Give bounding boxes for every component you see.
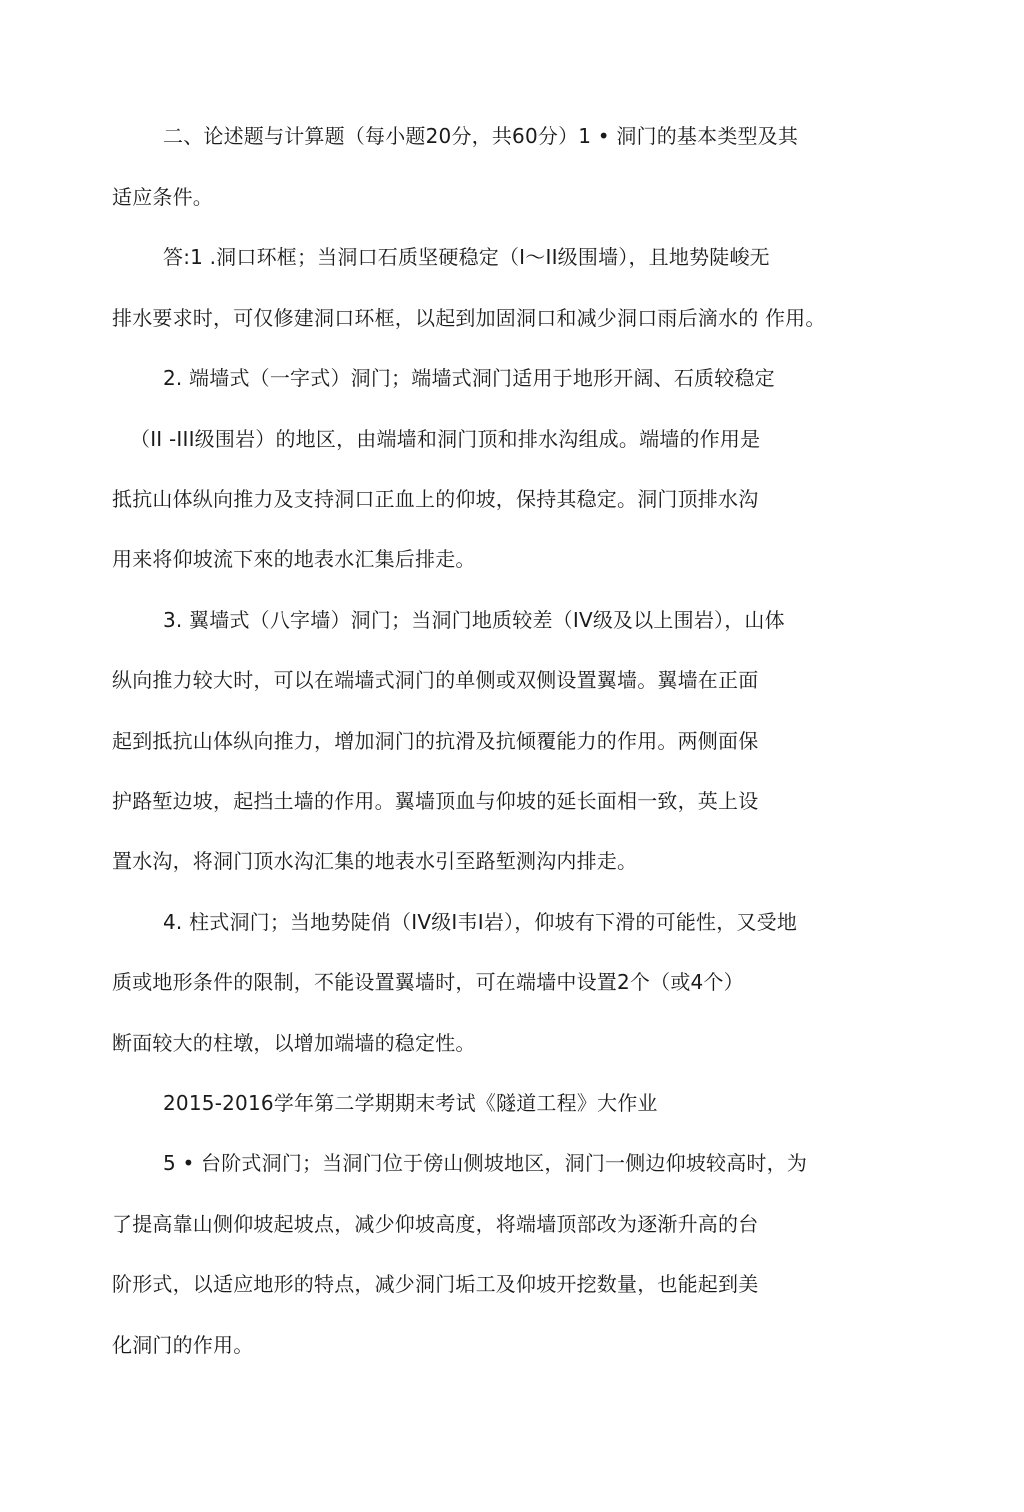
text-line: 护路堑边坡，起挡土墙的作用。翼墙顶血与仰坡的延长面相一致，英上设 [112,789,759,813]
text-line: 用来将仰坡流下來的地表水汇集后排走。 [112,547,476,571]
text-line: 4. 柱式洞门；当地势陡俏（IV级I韦I岩），仰坡有下滑的可能性，又受地 [163,910,798,934]
text-line: 起到抵抗山体纵向推力，增加洞门的抗滑及抗倾覆能力的作用。两侧面保 [112,729,759,753]
text-line: 5 • 台阶式洞门；当洞门位于傍山侧坡地区，洞门一侧边仰坡较高时，为 [163,1151,808,1175]
text-line: 纵向推力较大时，可以在端墙式洞门的单侧或双侧设置翼墙。翼墙在正面 [112,668,759,692]
text-line: 适应条件。 [112,185,213,209]
text-line: 答:1 .洞口环框；当洞口石质坚硬稳定（I～II级围墙），且地势陡峻无 [163,245,770,269]
text-line: 二、论述题与计算题（每小题20分，共60分）1 • 洞门的基本类型及其 [163,124,799,148]
text-line: 排水要求时，可仅修建洞口环框，以起到加固洞口和减少洞口雨后滴水的 作用。 [112,306,826,330]
text-line: 2. 端墙式（一字式）洞门；端墙式洞门适用于地形开阔、石质较稳定 [163,366,775,390]
text-line: 2015-2016学年第二学期期末考试《隧道工程》大作业 [163,1091,658,1115]
text-line: 化洞门的作用。 [112,1333,254,1357]
text-line: 抵抗山体纵向推力及支持洞口正血上的仰坡，保持其稳定。洞门顶排水沟 [112,487,759,511]
text-line: 3. 翼墙式（八字墙）洞门；当洞门地质较差（IV级及以上围岩），山体 [163,608,785,632]
text-line: 置水沟，将洞门顶水沟汇集的地表水引至路堑测沟内排走。 [112,849,638,873]
text-line: 阶形式，以适应地形的特点，减少洞门垢工及仰坡开挖数量，也能起到美 [112,1272,759,1296]
text-line: 断面较大的柱墩，以增加端墙的稳定性。 [112,1031,476,1055]
text-line: 了提高靠山侧仰坡起坡点，减少仰坡高度，将端墙顶部改为逐渐升高的台 [112,1212,759,1236]
text-line: （II -III级围岩）的地区，由端墙和洞门顶和排水沟组成。端墙的作用是 [130,427,761,451]
text-line: 质或地形条件的限制，不能设置翼墙时，可在端墙中设置2个（或4个） [112,970,744,994]
